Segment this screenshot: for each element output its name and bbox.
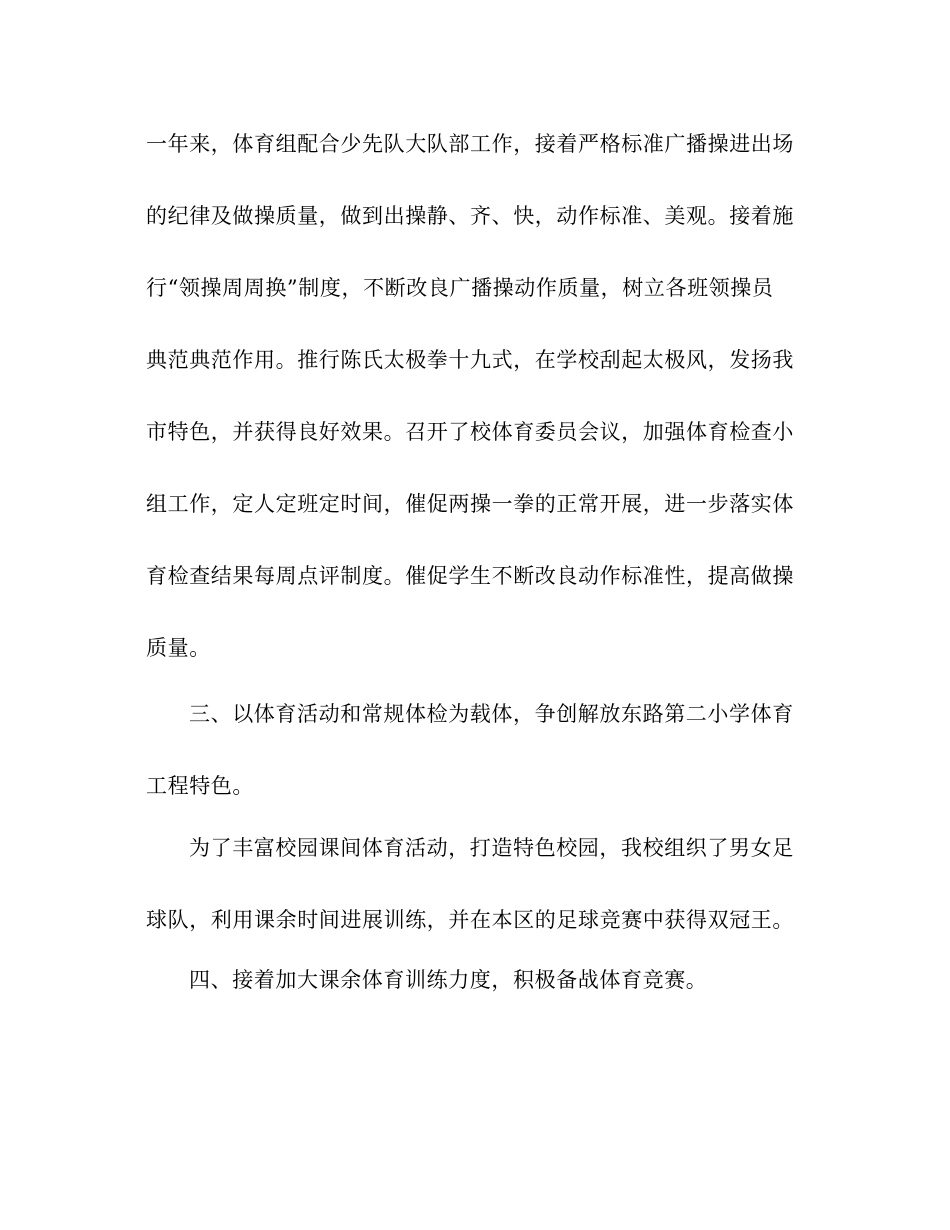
paragraph-line: 为了丰富校园课间体育活动，打造特色校园，我校组织了男女足 bbox=[189, 836, 794, 860]
section-heading-line: 四、接着加大课余体育训练力度，积极备战体育竞赛。 bbox=[189, 968, 708, 992]
paragraph-line: 的纪律及做操质量，做到出操静、齐、快，动作标准、美观。接着施 bbox=[146, 204, 794, 228]
paragraph-line: 典范典范作用。推行陈氏太极拳十九式，在学校刮起太极风，发扬我 bbox=[146, 348, 794, 372]
paragraph-line: 一年来，体育组配合少先队大队部工作，接着严格标准广播操进出场 bbox=[146, 132, 794, 156]
paragraph-line: 组工作，定人定班定时间，催促两操一拳的正常开展，进一步落实体 bbox=[146, 492, 794, 516]
paragraph-line: 行“领操周周换”制度，不断改良广播操动作质量，树立各班领操员 bbox=[146, 276, 774, 300]
paragraph-line: 育检查结果每周点评制度。催促学生不断改良动作标准性，提高做操 bbox=[146, 564, 794, 588]
section-heading-line: 工程特色。 bbox=[146, 774, 254, 798]
section-heading-line: 三、以体育活动和常规体检为载体，争创解放东路第二小学体育 bbox=[189, 702, 794, 726]
paragraph-line: 球队，利用课余时间进展训练，并在本区的足球竞赛中获得双冠王。 bbox=[146, 908, 794, 932]
paragraph-line: 市特色，并获得良好效果。召开了校体育委员会议，加强体育检查小 bbox=[146, 420, 794, 444]
paragraph-line: 质量。 bbox=[146, 636, 211, 660]
